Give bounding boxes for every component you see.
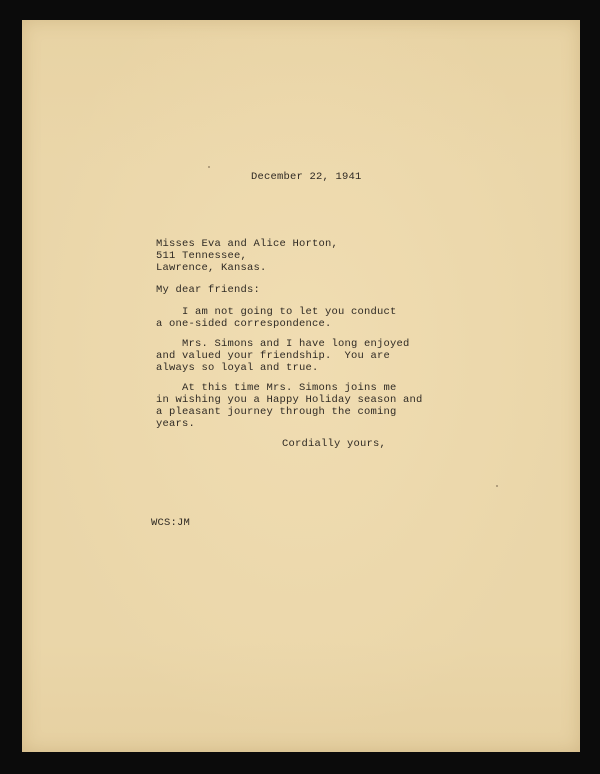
body-line: Mrs. Simons and I have long enjoyed [156,338,410,350]
letter-date: December 22, 1941 [251,171,362,183]
address-line: Lawrence, Kansas. [156,262,267,274]
body-line: At this time Mrs. Simons joins me [156,382,397,394]
salutation: My dear friends: [156,284,261,296]
body-line: and valued your friendship. You are [156,350,391,362]
paper-speck [208,166,210,168]
body-line: always so loyal and true. [156,362,319,374]
reference-initials: WCS:JM [151,517,191,529]
body-line: a pleasant journey through the coming [156,406,397,418]
body-line: years. [156,418,196,430]
address-line: 511 Tennessee, [156,250,248,262]
body-line: I am not going to let you conduct [156,306,397,318]
closing: Cordially yours, [282,438,387,450]
address-line: Misses Eva and Alice Horton, [156,238,339,250]
body-line: a one-sided correspondence. [156,318,332,330]
paper-speck [496,485,498,487]
body-line: in wishing you a Happy Holiday season and [156,394,423,406]
